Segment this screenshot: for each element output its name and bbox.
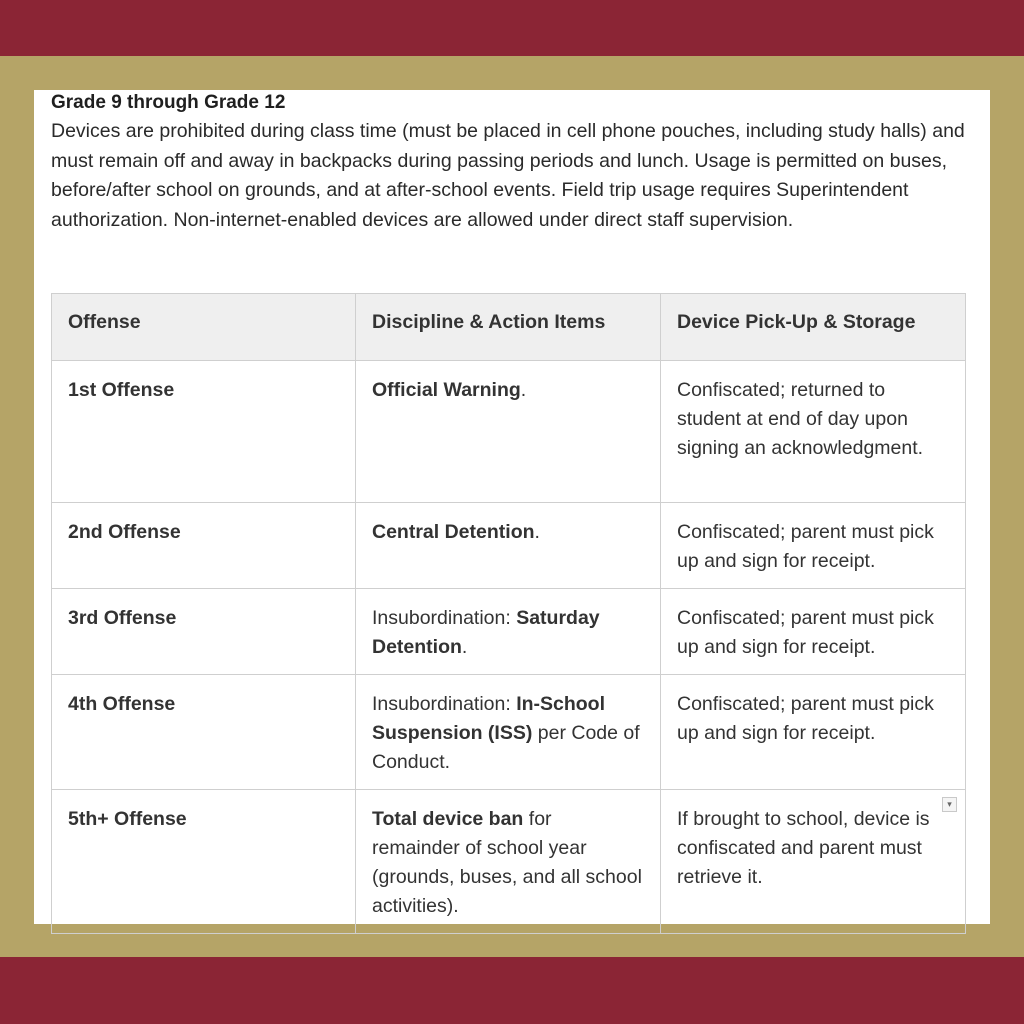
storage-cell — [661, 790, 966, 934]
discipline-suffix: per Code of Conduct. — [372, 722, 640, 773]
header-storage: Device Pick-Up & Storage — [661, 294, 966, 361]
offense-cell: 4th Offense — [52, 675, 356, 790]
discipline-bold: Central Detention — [372, 521, 535, 543]
policy-heading: Grade 9 through Grade 12 — [51, 92, 286, 113]
discipline-cell — [356, 589, 661, 675]
table-row — [52, 790, 966, 934]
table-row — [52, 675, 966, 790]
discipline-suffix: . — [461, 636, 468, 658]
discipline-prefix: Insubordination: — [372, 607, 517, 629]
table-row — [52, 589, 966, 675]
offense-table — [51, 293, 966, 934]
discipline-cell — [356, 503, 661, 589]
discipline-prefix: Insubordination: — [372, 693, 517, 715]
discipline-suffix: for remainder of school year (grounds, buses, and all school activities). — [372, 808, 642, 917]
policy-intro: Devices are prohibited during class time (must be placed in cell phone pouches, including study halls) and must remain off and away in backpacks during passing periods and lunch. Usage is permitted on buses, before/after school on grounds, and at after-school events. Field trip usage requires Superintendent authorization. Non-internet-enabled devices are allowed under direct staff supervision. — [51, 120, 965, 231]
discipline-suffix: . — [520, 379, 527, 401]
bottom-maroon-band — [0, 957, 1024, 1024]
storage-cell: Confiscated; parent must pick up and sign for receipt. — [661, 589, 966, 675]
table-header-row — [52, 294, 966, 361]
top-maroon-band — [0, 0, 1024, 56]
discipline-bold: Total device ban — [372, 808, 524, 830]
discipline-bold: Official Warning — [372, 379, 521, 401]
discipline-cell — [356, 675, 661, 790]
header-discipline: Discipline & Action Items — [356, 294, 661, 361]
storage-cell: Confiscated; parent must pick up and sign for receipt. — [661, 675, 966, 790]
header-offense: Offense — [52, 294, 356, 361]
table-row — [52, 361, 966, 503]
discipline-bold: Saturday Detention — [372, 607, 600, 658]
table-row — [52, 503, 966, 589]
offense-cell: 2nd Offense — [52, 503, 356, 589]
document-sheet — [34, 90, 990, 924]
discipline-suffix: . — [534, 521, 540, 543]
discipline-bold: In-School Suspension (ISS) — [372, 693, 606, 744]
storage-text: If brought to school, device is confiscated and parent must retrieve it. — [677, 808, 930, 888]
discipline-cell — [356, 790, 661, 934]
offense-cell: 1st Offense — [52, 361, 356, 503]
offense-cell: 3rd Offense — [52, 589, 356, 675]
dropdown-arrow-icon[interactable]: ▾ — [942, 797, 957, 812]
storage-cell: Confiscated; returned to student at end of day upon signing an acknowledgment. — [661, 361, 966, 503]
offense-cell: 5th+ Offense — [52, 790, 356, 934]
storage-cell: Confiscated; parent must pick up and sign for receipt. — [661, 503, 966, 589]
discipline-cell — [356, 361, 661, 503]
